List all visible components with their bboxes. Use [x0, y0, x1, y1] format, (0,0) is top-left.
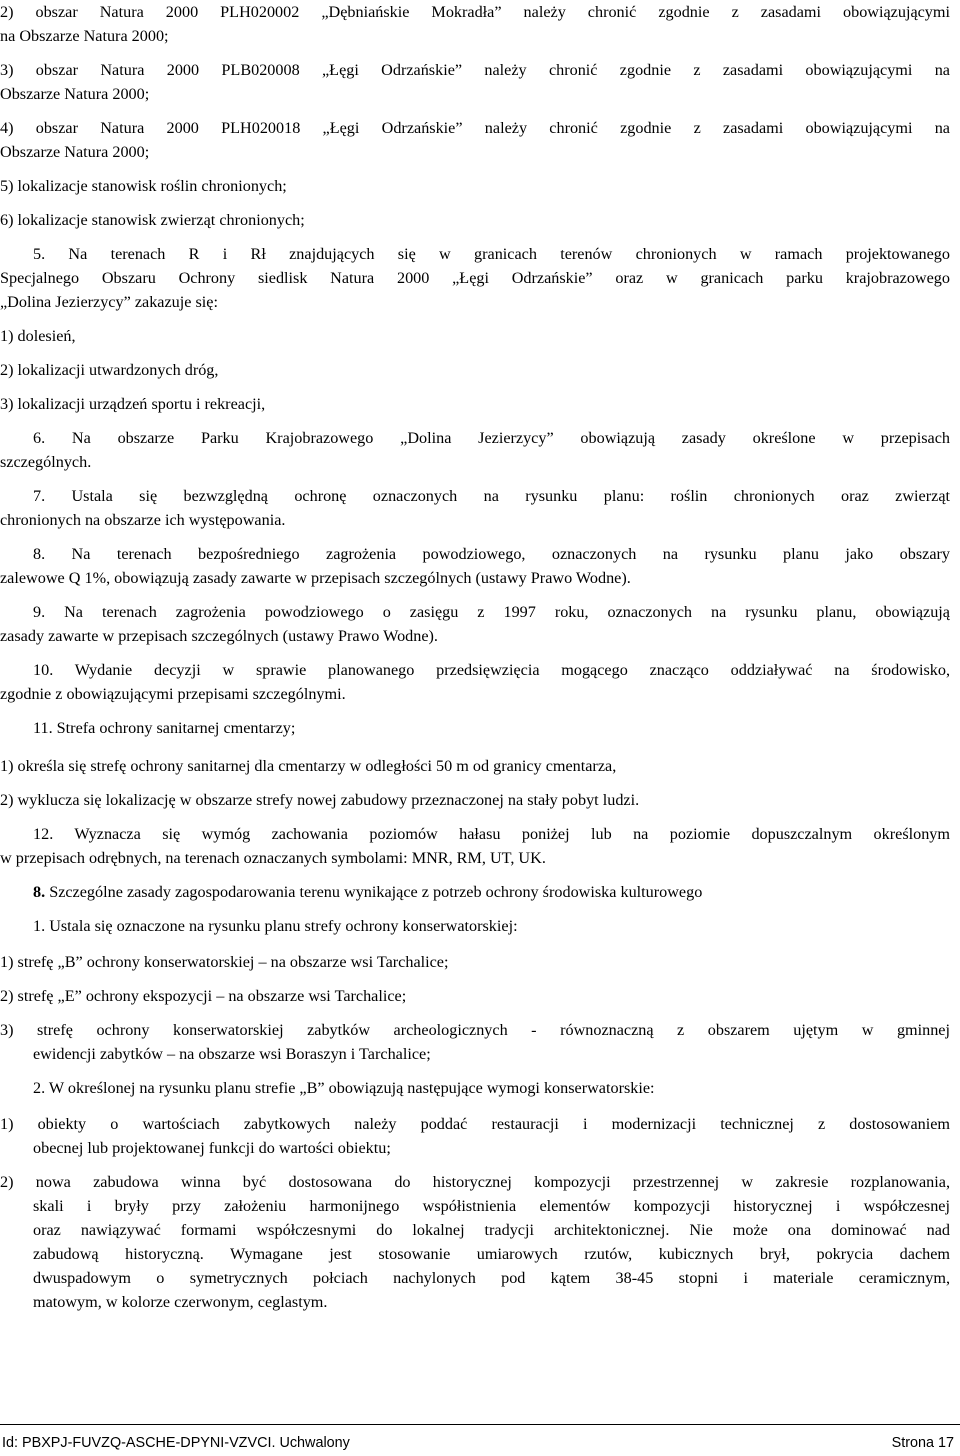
paragraph-line: 7. Ustala się bezwzględną ochronę oznaczonych na rysunku planu: roślin chronionych oraz zwierząt: [33, 487, 950, 505]
list-item-continuation: obecnej lub projektowanej funkcji do wartości obiektu;: [33, 1139, 391, 1157]
paragraph-line: na Obszarze Natura 2000;: [0, 27, 169, 45]
paragraph-line: 3) obszar Natura 2000 PLB020008 „Łęgi Odrzańskie” należy chronić zgodnie z zasadami obowiązującymi na: [0, 61, 950, 79]
list-item: 3) strefę ochrony konserwatorskiej zabytków archeologicznych - równoznaczną z obszarem ujętym w gminnej: [0, 1021, 950, 1039]
paragraph-line: 5. Na terenach R i Rł znajdujących się w granicach terenów chronionych w ramach projektowanego: [33, 245, 950, 263]
paragraph-line: Obszarze Natura 2000;: [0, 85, 150, 103]
paragraph-line: 9. Na terenach zagrożenia powodziowego o zasięgu z 1997 roku, oznaczonych na rysunku planu, obowiązują: [33, 603, 950, 621]
paragraph-line: 4) obszar Natura 2000 PLH020018 „Łęgi Odrzańskie” należy chronić zgodnie z zasadami obowiązującymi na: [0, 119, 950, 137]
list-item: 3) lokalizacji urządzeń sportu i rekreacji,: [0, 395, 266, 413]
list-item: 5) lokalizacje stanowisk roślin chronionych;: [0, 177, 287, 195]
paragraph-line: 12. Wyznacza się wymóg zachowania poziomów hałasu poniżej lub na poziomie dopuszczalnym określonym: [33, 825, 950, 843]
section-heading: [33, 882, 960, 902]
footer-divider: [0, 1424, 960, 1425]
paragraph-line: szczególnych.: [0, 453, 92, 471]
list-item: 2) lokalizacji utwardzonych dróg,: [0, 361, 219, 379]
paragraph-line: 8. Na terenach bezpośredniego zagrożenia powodziowego, oznaczonych na rysunku planu jako obszary: [33, 545, 950, 563]
paragraph-line: zasady zawarte w przepisach szczególnych (ustawy Prawo Wodne).: [0, 627, 438, 645]
paragraph-line: 11. Strefa ochrony sanitarnej cmentarzy;: [33, 719, 296, 737]
list-item: 1) określa się strefę ochrony sanitarnej dla cmentarzy w odległości 50 m od granicy cmentarza,: [0, 757, 617, 775]
paragraph-line: Obszarze Natura 2000;: [0, 143, 150, 161]
paragraph-line: 1. Ustala się oznaczone na rysunku planu strefy ochrony konserwatorskiej:: [33, 917, 518, 935]
paragraph-line: Specjalnego Obszaru Ochrony siedlisk Natura 2000 „Łęgi Odrzańskie” oraz w granicach parku krajobrazowego: [0, 269, 950, 287]
list-item-continuation: zabudową historyczną. Wymagane jest stosowanie umiarowych rzutów, kubicznych brył, pokrycia dachem: [33, 1245, 950, 1263]
section-number: 8.: [33, 883, 46, 901]
list-item: 1) dolesień,: [0, 327, 76, 345]
document-id: Id: PBXPJ-FUVZQ-ASCHE-DPYNI-VZVCI. Uchwalony: [2, 1435, 350, 1451]
list-item: 1) strefę „B” ochrony konserwatorskiej – na obszarze wsi Tarchalice;: [0, 953, 449, 971]
paragraph-line: 10. Wydanie decyzji w sprawie planowanego przedsięwzięcia mogącego znacząco oddziaływać na środowisko,: [33, 661, 950, 679]
paragraph-line: 6. Na obszarze Parku Krajobrazowego „Dolina Jezierzycy” obowiązują zasady określone w przepisach: [33, 429, 950, 447]
paragraph-line: 2) obszar Natura 2000 PLH020002 „Dębniańskie Mokradła” należy chronić zgodnie z zasadami obowiązującymi: [0, 3, 950, 21]
list-item-continuation: skali i bryły przy założeniu harmonijnego współistnienia elementów kompozycji historycznej i współczesnej: [33, 1197, 950, 1215]
list-item-continuation: ewidencji zabytków – na obszarze wsi Boraszyn i Tarchalice;: [33, 1045, 431, 1063]
list-item-continuation: matowym, w kolorze czerwonym, ceglastym.: [33, 1293, 328, 1311]
paragraph-line: zalewowe Q 1%, obowiązują zasady zawarte w przepisach szczególnych (ustawy Prawo Wodne).: [0, 569, 631, 587]
list-item-continuation: oraz nawiązywać formami współczesnymi do lokalnej tradycji architektonicznej. Nie może ona dominować nad: [33, 1221, 950, 1239]
list-item: 1) obiekty o wartościach zabytkowych należy poddać restauracji i modernizacji technicznej z dostosowaniem: [0, 1115, 950, 1133]
list-item: 2) nowa zabudowa winna być dostosowana do historycznej kompozycji przestrzennej w zakresie rozplanowania,: [0, 1173, 950, 1191]
paragraph-line: chronionych na obszarze ich występowania.: [0, 511, 286, 529]
list-item: 6) lokalizacje stanowisk zwierząt chronionych;: [0, 211, 305, 229]
paragraph-line: w przepisach odrębnych, na terenach oznaczanych symbolami: MNR, RM, UT, UK.: [0, 849, 546, 867]
list-item-continuation: dwuspadowym o symetrycznych połciach nachylonych pod kątem 38-45 stopni i materiale ceramicznym,: [33, 1269, 950, 1287]
list-item: 2) wyklucza się lokalizację w obszarze strefy nowej zabudowy przeznaczonej na stały pobyt ludzi.: [0, 791, 640, 809]
paragraph-line: „Dolina Jezierzycy” zakazuje się:: [0, 293, 218, 311]
list-item: 2) strefę „E” ochrony ekspozycji – na obszarze wsi Tarchalice;: [0, 987, 407, 1005]
page-number: Strona 17: [891, 1435, 954, 1451]
section-title: Szczególne zasady zagospodarowania terenu wynikające z potrzeb ochrony środowiska kulturowego: [49, 883, 703, 901]
paragraph-line: 2. W określonej na rysunku planu strefie „B” obowiązują następujące wymogi konserwatorskie:: [33, 1079, 655, 1097]
paragraph-line: zgodnie z obowiązującymi przepisami szczególnymi.: [0, 685, 346, 703]
